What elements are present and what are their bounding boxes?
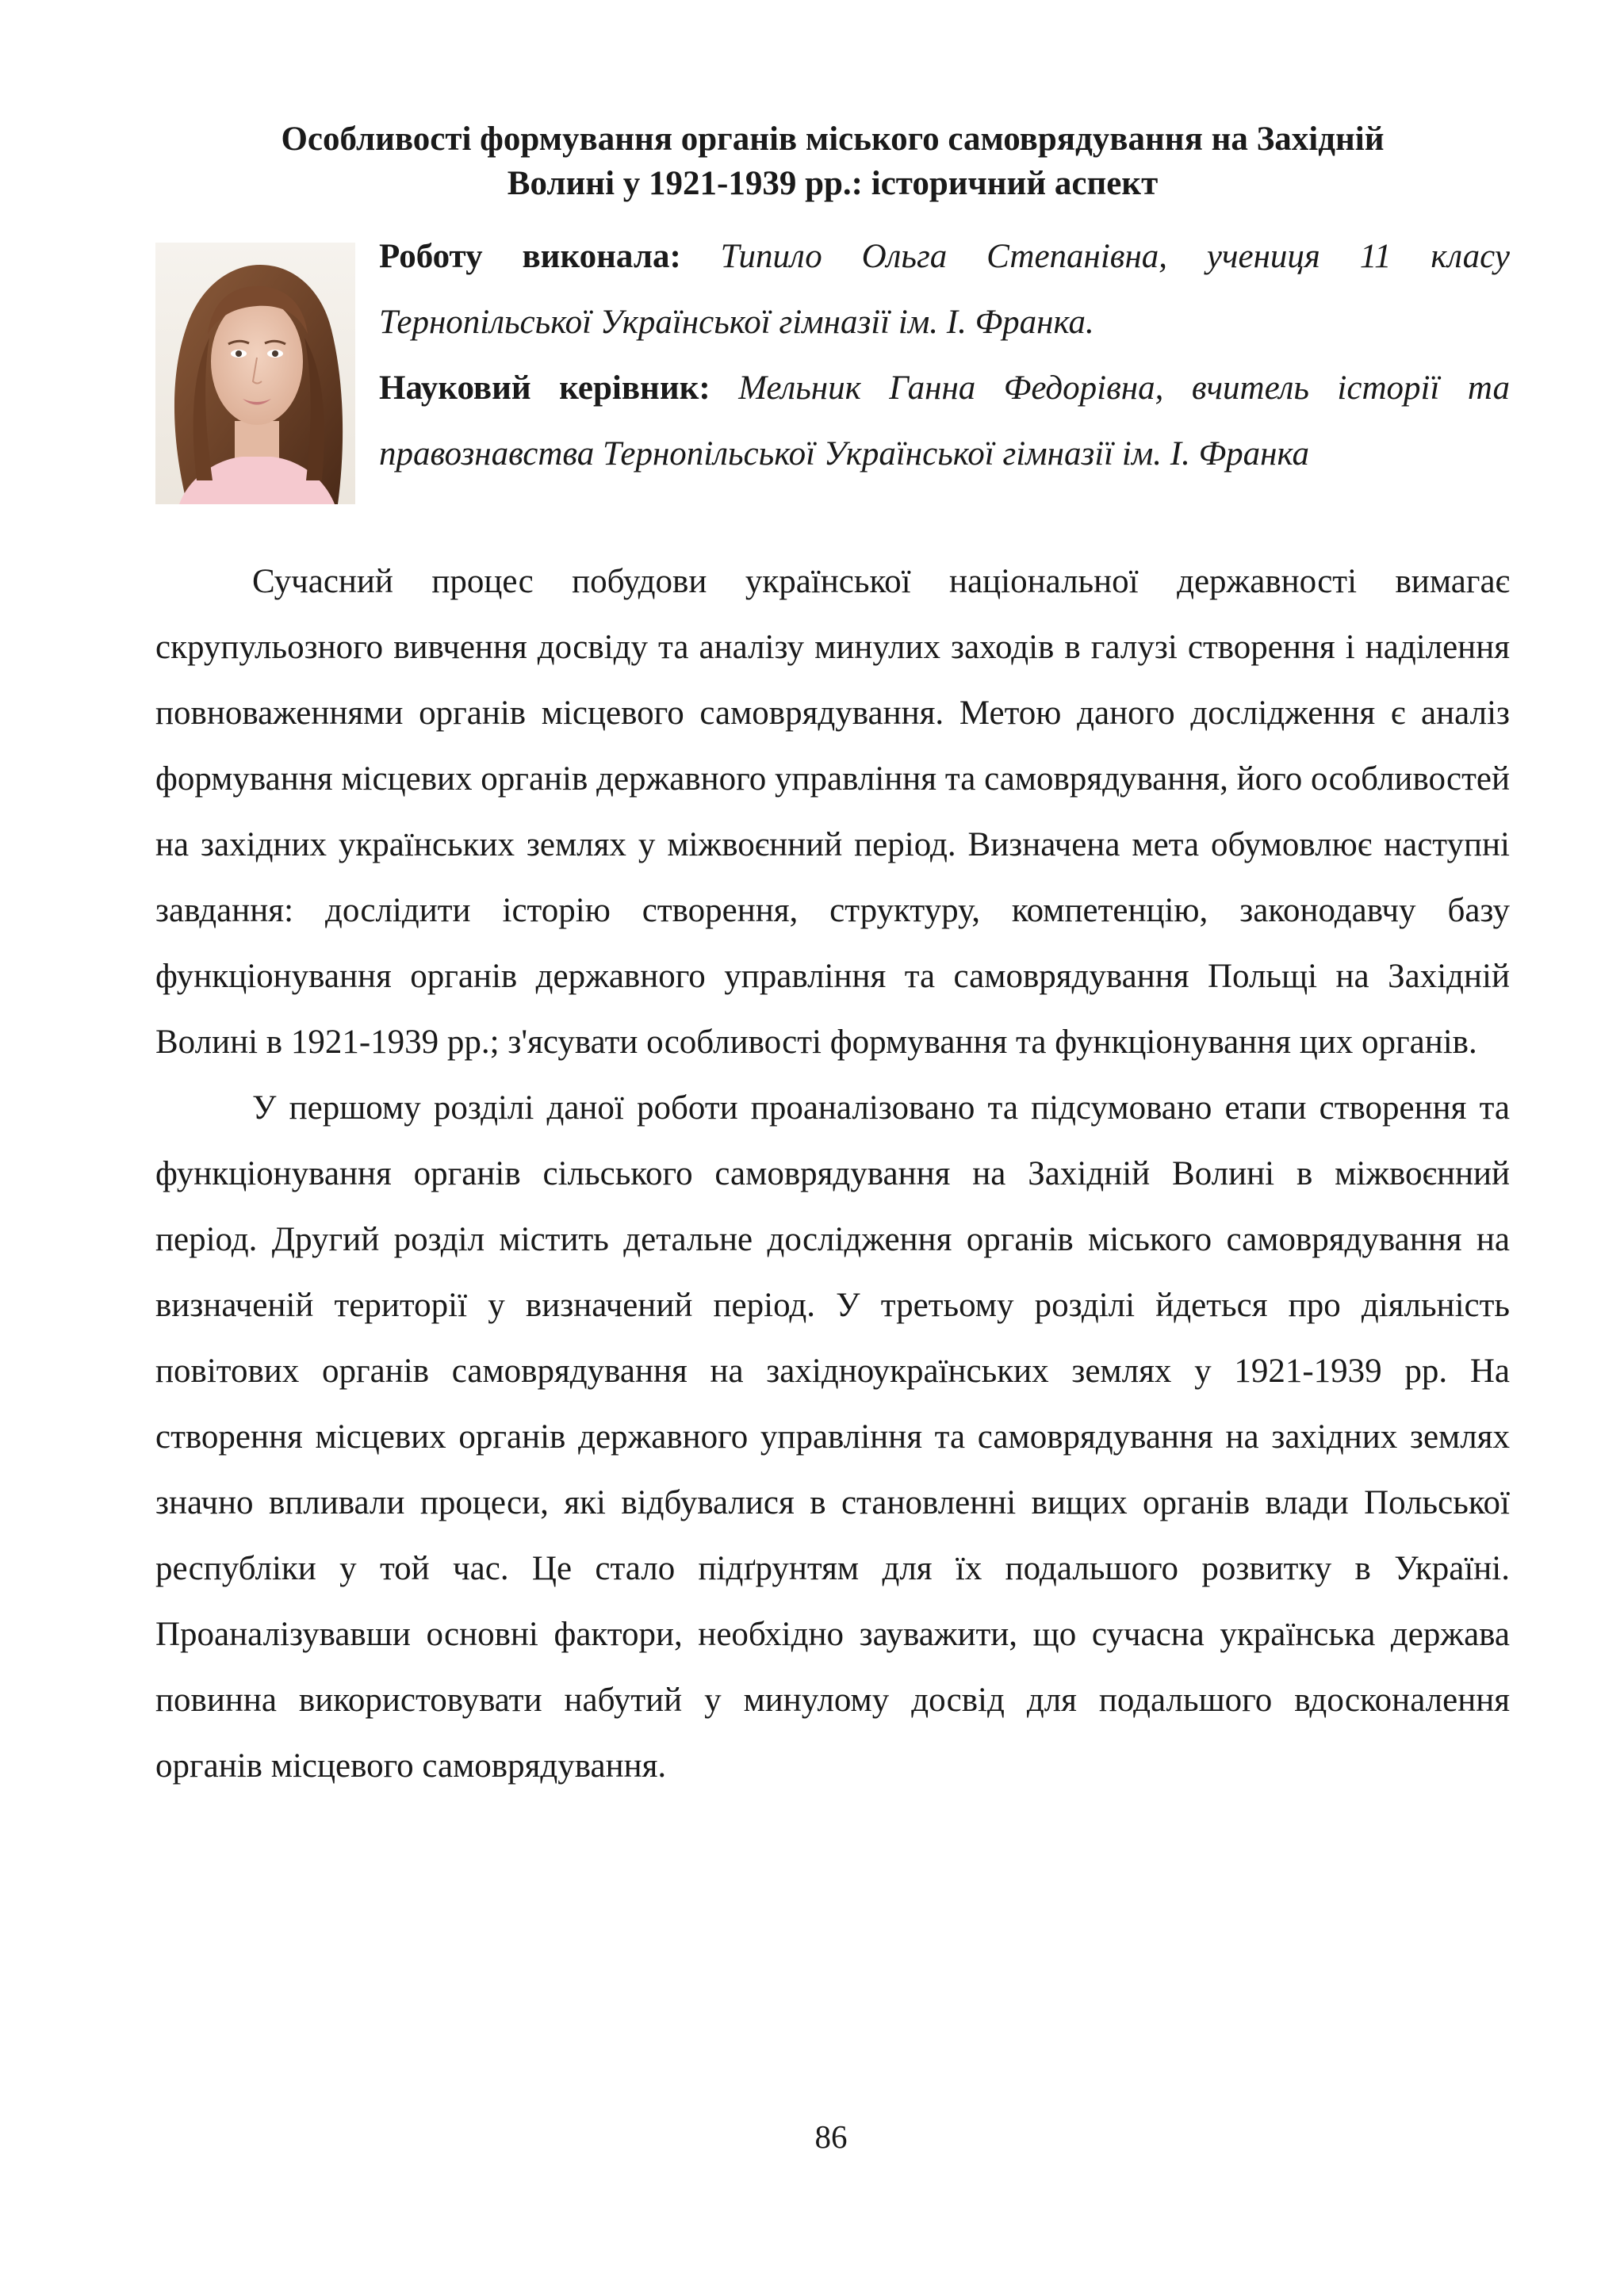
title-line-2: Волині у 1921-1939 рр.: історичний аспект xyxy=(507,165,1159,202)
supervisor-line xyxy=(379,355,1510,487)
paragraph-2: У першому розділі даної роботи проаналізовано та підсумовано етапи створення та функціонування органів сільського самоврядування на Західній Волині в міжвоєнний період. Другий розділ містить детальне дослідження органів міського самоврядування на визначеній території у визначений період. У третьому розділі йдеться про діяльність повітових органів самоврядування на західноукраїнських землях у 1921-1939 рр. На створення місцевих органів державного управління та самоврядування на західних землях значно впливали процеси, які відбувалися в становленні вищих органів влади Польської республіки у той час. Це стало підґрунтям для їх подальшого розвитку в Україні. Проаналізувавши основні фактори, необхідно зауважити, що сучасна українська держава повинна використовувати набутий у минулому досвід для подальшого вдосконалення органів місцевого самоврядування. xyxy=(155,1089,1510,1785)
paragraph-1: Сучасний процес побудови української національної державності вимагає скрупульозного вивчення досвіду та аналізу минулих заходів в галузі створення і наділення повноваженнями органів місцевого самоврядування. Метою даного дослідження є аналіз формування місцевих органів державного управління та самоврядування, його особливостей на західних українських землях у міжвоєнний період. Визначена мета обумовлює наступні завдання: дослідити історію створення, структуру, компетенцію, законодавчу базу функціонування органів державного управління та самоврядування Польщі на Західній Волині в 1921-1939 рр.; з'ясувати особливості формування та функціонування цих органів. xyxy=(155,563,1510,1061)
authors-block xyxy=(379,224,1510,487)
author-photo xyxy=(155,243,355,504)
supervisor-text: Мельник Ганна Федорівна, вчитель історії та правознавства Тернопільської Української гімназії ім. І. Франка xyxy=(379,369,1510,473)
abstract-body xyxy=(155,549,1510,1799)
supervisor-label: Науковий керівник: xyxy=(379,369,710,407)
portrait-image xyxy=(155,243,355,504)
author-text: Типило Ольга Степанівна, учениця 11 класу Тернопільської Української гімназії ім. І. Франка. xyxy=(379,238,1511,341)
author-line xyxy=(379,224,1510,355)
page-number: 86 xyxy=(814,2118,848,2155)
document-title xyxy=(159,117,1507,206)
author-label: Роботу виконала: xyxy=(379,238,681,275)
title-line-1: Особливості формування органів міського самоврядування на Західній xyxy=(281,121,1385,158)
